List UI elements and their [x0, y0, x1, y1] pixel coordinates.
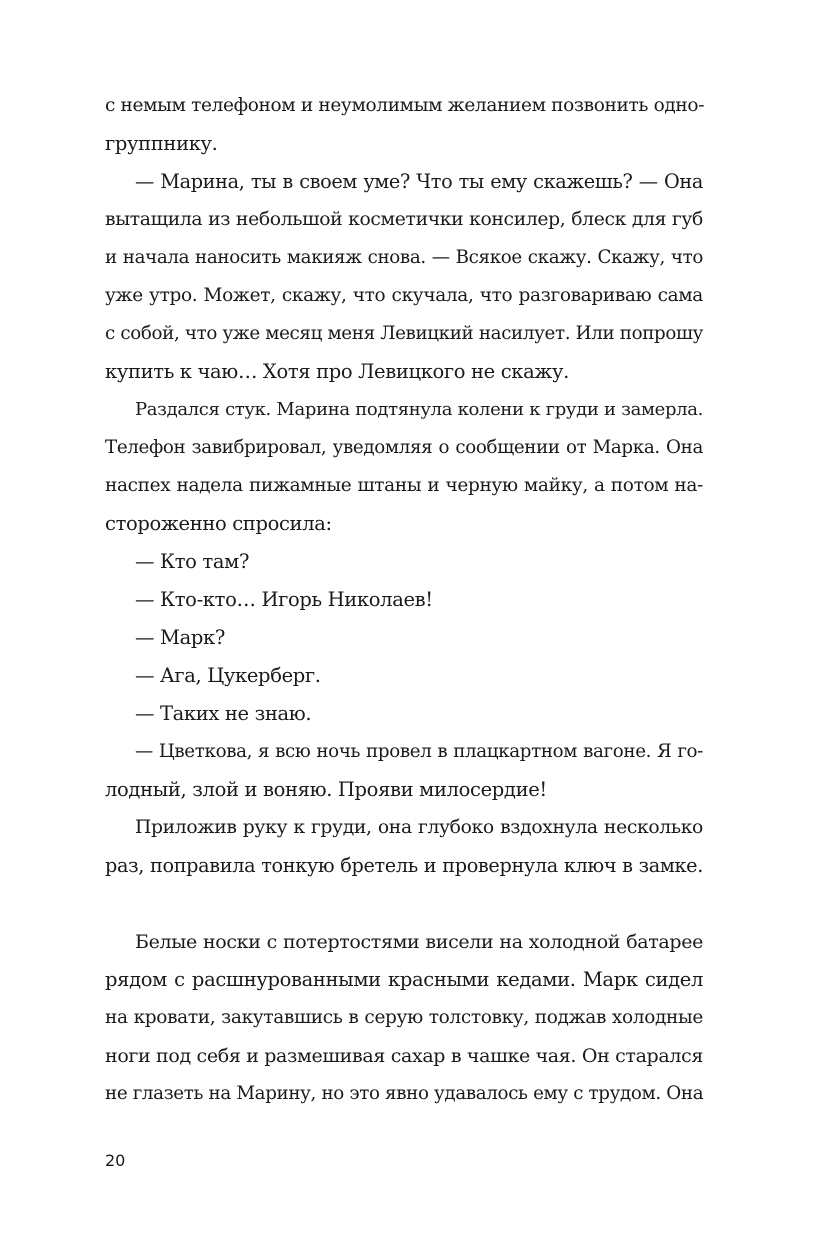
text-line: наспех надела пижамные штаны и черную майку, а потом на- [105, 475, 703, 496]
text-line: вытащила из небольшой косметички консилер, блеск для губ [105, 209, 703, 230]
section-break [105, 885, 703, 923]
text-line: Раздался стук. Марина подтянула колени к груди и замерла. [135, 399, 703, 420]
text-line: группнику. [105, 132, 218, 155]
text-line: с собой, что уже месяц меня Левицкий насилует. Или попрошу [105, 323, 703, 344]
text-line: — Кто там? [135, 550, 250, 573]
text-line: раз, поправила тонкую бретель и провернула ключ в замке. [105, 854, 703, 877]
text-line: — Таких не знаю. [135, 702, 312, 725]
text-line: — Марина, ты в своем уме? Что ты ему скажешь? — Она [135, 170, 703, 193]
text-line: лодный, злой и воняю. Прояви милосердие! [105, 778, 547, 801]
text-line: ноги под себя и размешивая сахар в чашке чая. Он старался [105, 1045, 703, 1067]
text-line: — Марк? [135, 626, 225, 649]
text-line: стороженно спросила: [105, 512, 332, 535]
text-line: — Цветкова, я всю ночь провел в плацкартном вагоне. Я го- [135, 741, 703, 762]
text-line: рядом с расшнурованными красными кедами. Марк сидел [105, 968, 703, 991]
text-line: и начала наносить макияж снова. — Всякое скажу. Скажу, что [105, 247, 703, 268]
text-line: с немым телефоном и неумолимым желанием позвонить одно- [105, 95, 705, 116]
text-line: Приложив руку к груди, она глубоко вздохнула несколько [135, 817, 703, 838]
text-line: купить к чаю… Хотя про Левицкого не скажу. [105, 360, 569, 383]
text-line: уже утро. Может, скажу, что скучала, что разговариваю сама [105, 285, 703, 306]
text-line: — Кто-кто… Игорь Николаев! [135, 588, 433, 611]
page-number: 20 [105, 1151, 126, 1170]
body-text [105, 87, 703, 1113]
text-line: не глазеть на Марину, но это явно удавалось ему с трудом. Она [105, 1083, 704, 1104]
text-line: Белые носки с потертостями висели на холодной батарее [135, 931, 703, 953]
text-line: Телефон завибрировал, уведомляя о сообщении от Марка. Она [105, 437, 703, 458]
text-line: на кровати, закутавшись в серую толстовку, поджав холодные [105, 1007, 703, 1028]
text-line: — Ага, Цукерберг. [135, 664, 321, 687]
